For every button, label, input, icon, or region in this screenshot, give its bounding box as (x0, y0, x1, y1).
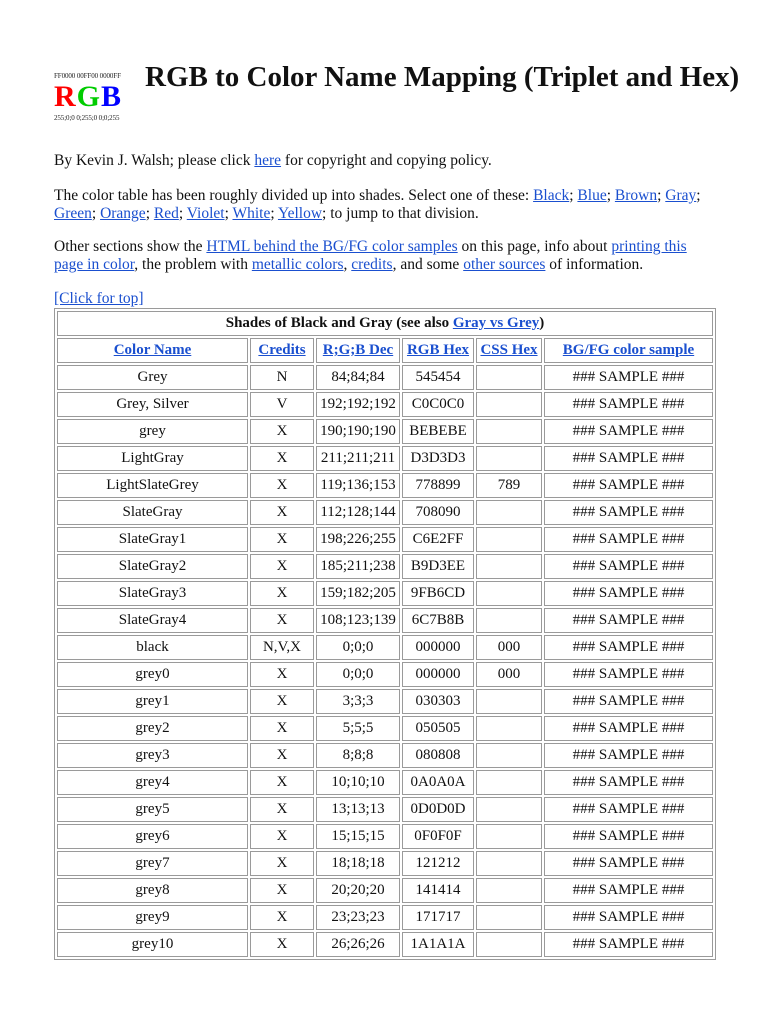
header-css-hex (476, 338, 542, 363)
credits-cell: X (250, 419, 314, 444)
rgb-hex-cell: C6E2FF (402, 527, 474, 552)
caption-prefix: Shades of Black and Gray (see also (225, 315, 453, 331)
color-name-cell: SlateGray1 (57, 527, 248, 552)
credits-cell: X (250, 581, 314, 606)
rgb-hex-cell: 1A1A1A (402, 932, 474, 957)
shades-paragraph: The color table has been roughly divided up into shades. Select one of these: Black; Blue; Brown; Gray; Green; Orange; Red; Violet; White; Yellow; to jump to that division. (54, 187, 701, 222)
header-sample-link[interactable]: BG/FG color sample (562, 342, 695, 358)
logo-hex-values: FF0000 00FF00 0000FF (54, 72, 121, 80)
copyright-link[interactable]: here (254, 152, 282, 169)
other-mid-1: on this page, info about (457, 238, 612, 255)
sample-cell: ### SAMPLE ### (544, 905, 713, 930)
color-name-cell: LightSlateGrey (57, 473, 248, 498)
header-credits (250, 338, 314, 363)
sample-cell: ### SAMPLE ### (544, 581, 713, 606)
rgb-hex-cell: 141414 (402, 878, 474, 903)
shade-link-gray[interactable]: Gray (665, 187, 697, 204)
credits-cell: V (250, 392, 314, 417)
rgb-dec-cell: 5;5;5 (316, 716, 400, 741)
author-prefix: By Kevin J. Walsh; please click (54, 152, 255, 169)
table-row (57, 905, 713, 930)
credits-cell: X (250, 500, 314, 525)
color-name-cell: LightGray (57, 446, 248, 471)
rgb-hex-cell: 778899 (402, 473, 474, 498)
css-hex-cell (476, 527, 542, 552)
table-row (57, 770, 713, 795)
rgb-dec-cell: 190;190;190 (316, 419, 400, 444)
shades-suffix: ; to jump to that division. (322, 204, 479, 222)
logo-dec-values: 255;0;0 0;255;0 0;0;255 (54, 114, 120, 122)
sample-cell: ### SAMPLE ### (544, 743, 713, 768)
rgb-dec-cell: 26;26;26 (316, 932, 400, 957)
rgb-dec-cell: 211;211;211 (316, 446, 400, 471)
rgb-dec-cell: 108;123;139 (316, 608, 400, 633)
color-name-cell: SlateGray (57, 500, 248, 525)
table-row (57, 716, 713, 741)
color-name-cell: grey7 (57, 851, 248, 876)
color-name-cell: grey (57, 419, 248, 444)
credits-cell: X (250, 878, 314, 903)
color-name-cell: grey3 (57, 743, 248, 768)
shade-link-brown[interactable]: Brown (614, 187, 658, 204)
css-hex-cell (476, 851, 542, 876)
rgb-hex-cell: 171717 (402, 905, 474, 930)
rgb-hex-cell: 080808 (402, 743, 474, 768)
rgb-dec-cell: 18;18;18 (316, 851, 400, 876)
color-name-cell: grey4 (57, 770, 248, 795)
color-name-cell: Grey (57, 365, 248, 390)
sample-cell: ### SAMPLE ### (544, 878, 713, 903)
css-hex-cell (476, 905, 542, 930)
sample-cell: ### SAMPLE ### (544, 473, 713, 498)
rgb-dec-cell: 15;15;15 (316, 824, 400, 849)
color-name-cell: Grey, Silver (57, 392, 248, 417)
header-rgb-dec (316, 338, 400, 363)
shade-link-yellow[interactable]: Yellow (277, 204, 323, 222)
header-rgb-hex (402, 338, 474, 363)
rgb-hex-cell: 9FB6CD (402, 581, 474, 606)
table-row (57, 635, 713, 660)
logo-letter-r: R (54, 80, 77, 113)
gray-vs-grey-link[interactable]: Gray vs Grey (452, 315, 540, 331)
rgb-dec-cell: 112;128;144 (316, 500, 400, 525)
css-hex-cell (476, 716, 542, 741)
sample-cell: ### SAMPLE ### (544, 527, 713, 552)
sample-cell: ### SAMPLE ### (544, 365, 713, 390)
color-name-cell: grey8 (57, 878, 248, 903)
rgb-hex-cell: B9D3EE (402, 554, 474, 579)
header-sample (544, 338, 713, 363)
shade-link-blue[interactable]: Blue (577, 187, 607, 204)
rgb-hex-cell: C0C0C0 (402, 392, 474, 417)
credits-cell: X (250, 905, 314, 930)
sample-cell: ### SAMPLE ### (544, 446, 713, 471)
css-hex-cell (476, 446, 542, 471)
color-table (54, 308, 716, 960)
table-row (57, 500, 713, 525)
css-hex-cell (476, 554, 542, 579)
table-row (57, 446, 713, 471)
credits-cell: X (250, 689, 314, 714)
header-color-name (57, 338, 248, 363)
color-name-cell: grey9 (57, 905, 248, 930)
css-hex-cell: 789 (476, 473, 542, 498)
color-table-body (57, 365, 713, 957)
rgb-dec-cell: 185;211;238 (316, 554, 400, 579)
credits-cell: X (250, 824, 314, 849)
sample-cell: ### SAMPLE ### (544, 797, 713, 822)
rgb-dec-cell: 192;192;192 (316, 392, 400, 417)
css-hex-cell (476, 797, 542, 822)
table-row (57, 743, 713, 768)
css-hex-cell (476, 365, 542, 390)
css-hex-cell (476, 608, 542, 633)
logo-letter-b: B (101, 80, 123, 113)
rgb-hex-cell: 000000 (402, 662, 474, 687)
css-hex-cell (476, 824, 542, 849)
color-name-cell: grey6 (57, 824, 248, 849)
header-color-name-link[interactable]: Color Name (113, 342, 192, 358)
credits-cell: X (250, 797, 314, 822)
sample-cell: ### SAMPLE ### (544, 635, 713, 660)
color-name-cell: grey10 (57, 932, 248, 957)
other-suffix: of information. (545, 255, 644, 273)
rgb-dec-cell: 10;10;10 (316, 770, 400, 795)
table-row (57, 527, 713, 552)
table-row (57, 851, 713, 876)
html-samples-link[interactable]: HTML behind the BG/FG color samples (206, 238, 458, 255)
page-title: RGB to Color Name Mapping (Triplet and Hex) (145, 61, 740, 93)
color-name-cell: SlateGray4 (57, 608, 248, 633)
table-row (57, 473, 713, 498)
shade-link-red[interactable]: Red (153, 204, 179, 222)
rgb-hex-cell: 000000 (402, 635, 474, 660)
css-hex-cell (476, 500, 542, 525)
rgb-logo (54, 72, 136, 132)
header-css-hex-link[interactable]: CSS Hex (480, 342, 538, 358)
rgb-hex-cell: 0D0D0D (402, 797, 474, 822)
table-row (57, 932, 713, 957)
css-hex-cell (476, 743, 542, 768)
css-hex-cell (476, 878, 542, 903)
other-mid-2: , the problem with (134, 255, 252, 273)
other-mid-4: , and some (392, 255, 464, 273)
sample-cell: ### SAMPLE ### (544, 851, 713, 876)
caption-suffix: ) (539, 315, 545, 331)
rgb-dec-cell: 3;3;3 (316, 689, 400, 714)
sample-cell: ### SAMPLE ### (544, 608, 713, 633)
sample-cell: ### SAMPLE ### (544, 689, 713, 714)
table-row (57, 662, 713, 687)
author-paragraph (54, 152, 714, 170)
sample-cell: ### SAMPLE ### (544, 716, 713, 741)
logo-letters (54, 80, 136, 114)
css-hex-cell (476, 392, 542, 417)
table-row (57, 581, 713, 606)
css-hex-cell: 000 (476, 662, 542, 687)
css-hex-cell (476, 770, 542, 795)
css-hex-cell (476, 932, 542, 957)
rgb-dec-cell: 84;84;84 (316, 365, 400, 390)
rgb-hex-cell: D3D3D3 (402, 446, 474, 471)
rgb-hex-cell: 708090 (402, 500, 474, 525)
table-row (57, 554, 713, 579)
table-caption (57, 311, 713, 336)
rgb-hex-cell: BEBEBE (402, 419, 474, 444)
credits-cell: X (250, 554, 314, 579)
click-for-top-link[interactable]: [Click for top] (54, 290, 144, 307)
credits-cell: N (250, 365, 314, 390)
table-row (57, 797, 713, 822)
table-row (57, 824, 713, 849)
color-name-cell: grey5 (57, 797, 248, 822)
rgb-hex-cell: 030303 (402, 689, 474, 714)
rgb-dec-cell: 23;23;23 (316, 905, 400, 930)
rgb-dec-cell: 0;0;0 (316, 635, 400, 660)
author-suffix: for copyright and copying policy. (281, 152, 492, 169)
rgb-dec-cell: 119;136;153 (316, 473, 400, 498)
sections-paragraph (54, 238, 714, 273)
rgb-dec-cell: 198;226;255 (316, 527, 400, 552)
rgb-dec-cell: 8;8;8 (316, 743, 400, 768)
rgb-dec-cell: 0;0;0 (316, 662, 400, 687)
other-sources-link[interactable]: other sources (463, 255, 546, 273)
color-name-cell: SlateGray2 (57, 554, 248, 579)
rgb-hex-cell: 050505 (402, 716, 474, 741)
table-row (57, 689, 713, 714)
sample-cell: ### SAMPLE ### (544, 419, 713, 444)
table-row (57, 608, 713, 633)
credits-cell: X (250, 662, 314, 687)
rgb-dec-cell: 159;182;205 (316, 581, 400, 606)
header-rgb-hex-link[interactable]: RGB Hex (406, 342, 470, 358)
css-hex-cell: 000 (476, 635, 542, 660)
credits-link[interactable]: credits (351, 255, 393, 273)
shade-link-white[interactable]: White (232, 204, 271, 222)
color-name-cell: SlateGray3 (57, 581, 248, 606)
credits-cell: X (250, 446, 314, 471)
table-row (57, 365, 713, 390)
shade-link-green[interactable]: Green (54, 204, 92, 222)
color-name-cell: black (57, 635, 248, 660)
credits-cell: X (250, 608, 314, 633)
rgb-dec-cell: 13;13;13 (316, 797, 400, 822)
header-credits-link[interactable]: Credits (258, 342, 306, 358)
metallic-link[interactable]: metallic colors (251, 255, 344, 273)
header-rgb-dec-link[interactable]: R;G;B Dec (322, 342, 394, 358)
css-hex-cell (476, 419, 542, 444)
sample-cell: ### SAMPLE ### (544, 770, 713, 795)
table-row (57, 878, 713, 903)
other-prefix: Other sections show the (54, 238, 207, 255)
credits-cell: N,V,X (250, 635, 314, 660)
css-hex-cell (476, 689, 542, 714)
sample-cell: ### SAMPLE ### (544, 662, 713, 687)
table-row (57, 419, 713, 444)
other-mid-3: , (343, 255, 352, 273)
printing-link[interactable]: printing this page in color (54, 238, 687, 273)
shade-link-orange[interactable]: Orange (100, 204, 146, 222)
sample-cell: ### SAMPLE ### (544, 392, 713, 417)
rgb-hex-cell: 6C7B8B (402, 608, 474, 633)
sample-cell: ### SAMPLE ### (544, 500, 713, 525)
rgb-dec-cell: 20;20;20 (316, 878, 400, 903)
credits-cell: X (250, 473, 314, 498)
color-name-cell: grey1 (57, 689, 248, 714)
credits-cell: X (250, 770, 314, 795)
shade-link-black[interactable]: Black (533, 187, 570, 204)
color-name-cell: grey0 (57, 662, 248, 687)
credits-cell: X (250, 932, 314, 957)
rgb-hex-cell: 0F0F0F (402, 824, 474, 849)
css-hex-cell (476, 581, 542, 606)
credits-cell: X (250, 716, 314, 741)
rgb-hex-cell: 545454 (402, 365, 474, 390)
shades-prefix: The color table has been roughly divided up into shades. Select one of these: (54, 187, 534, 204)
sample-cell: ### SAMPLE ### (544, 554, 713, 579)
rgb-hex-cell: 121212 (402, 851, 474, 876)
credits-cell: X (250, 527, 314, 552)
credits-cell: X (250, 743, 314, 768)
sample-cell: ### SAMPLE ### (544, 932, 713, 957)
shade-link-violet[interactable]: Violet (186, 204, 225, 222)
color-name-cell: grey2 (57, 716, 248, 741)
sample-cell: ### SAMPLE ### (544, 824, 713, 849)
table-row (57, 392, 713, 417)
credits-cell: X (250, 851, 314, 876)
logo-letter-g: G (76, 80, 102, 113)
rgb-hex-cell: 0A0A0A (402, 770, 474, 795)
